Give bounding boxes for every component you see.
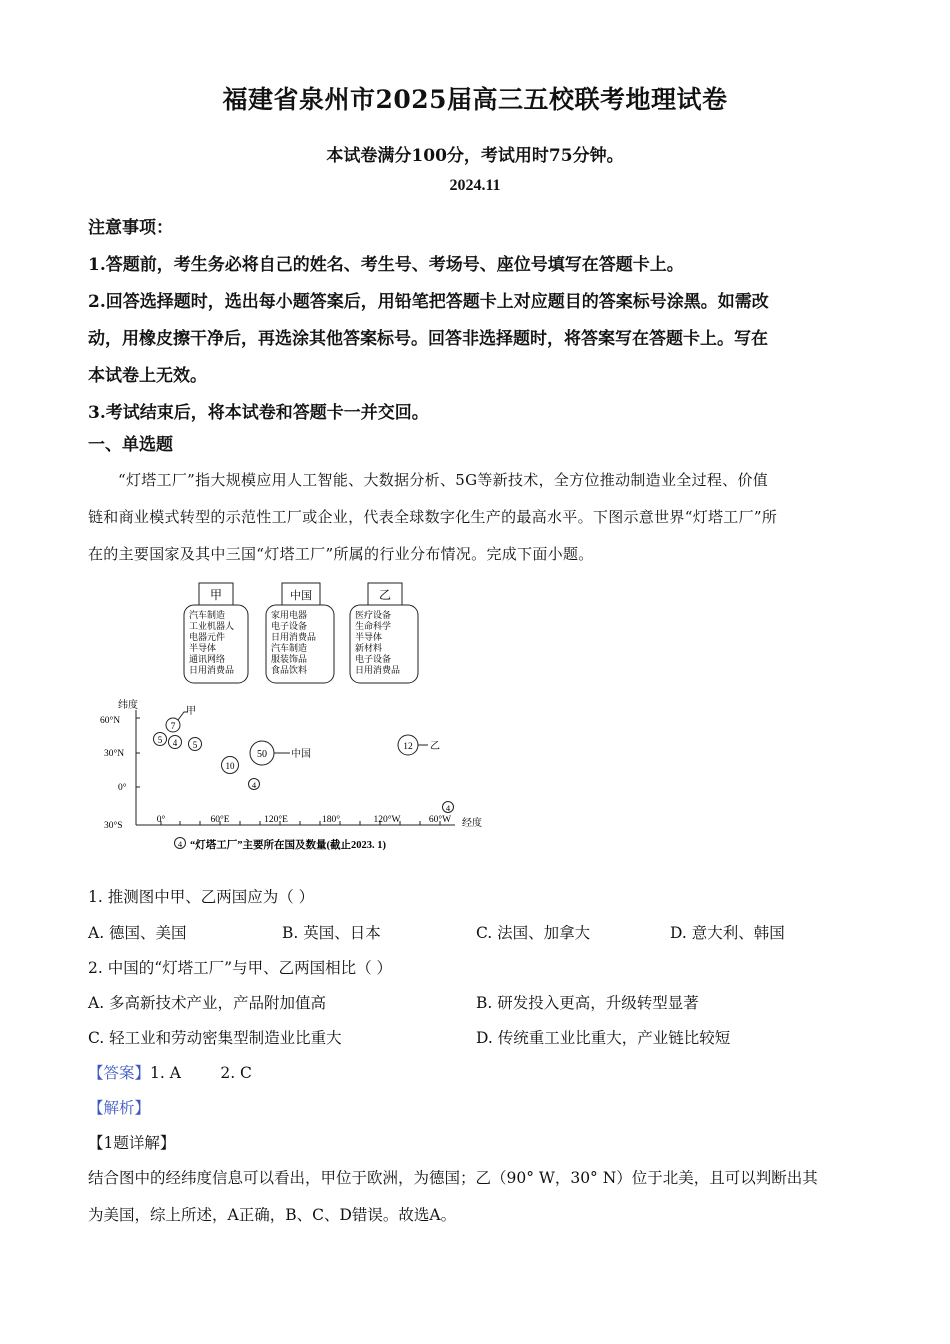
- exam-subtitle: 本试卷满分100分，考试用时75分钟。: [326, 146, 624, 166]
- notice-block: [88, 210, 868, 432]
- box-item: 医疗设备: [355, 610, 392, 620]
- question-2-stem: 2. 中国的“灯塔工厂”与甲、乙两国相比（ ）: [88, 959, 392, 977]
- point-value: 12: [403, 742, 413, 752]
- page-title: 福建省泉州市2025届高三五校联考地理试卷: [222, 85, 728, 114]
- point-value: 7: [170, 722, 176, 732]
- point: [222, 757, 239, 774]
- box-item: 汽车制造: [271, 643, 308, 653]
- industry-box-china: [266, 583, 334, 683]
- box-item: 通讯网络: [189, 654, 226, 664]
- point-yi: [398, 735, 440, 755]
- notice-item: 动，用橡皮擦干净后，再选涂其他答案标号。回答非选择题时，将答案写在答题卡上。写在: [88, 329, 768, 349]
- box-item: 汽车制造: [189, 610, 226, 620]
- box-item: 电器元件: [189, 632, 226, 642]
- x-tick: 120°E: [264, 815, 288, 825]
- q2-option-d: D. 传统重工业比重大，产业链比较短: [476, 1029, 731, 1047]
- point-value: 5: [157, 735, 163, 745]
- detail-line: 结合图中的经纬度信息可以看出，甲位于欧洲，为德国；乙（90° W，30° N）位于北美，且可以判断出其: [88, 1169, 818, 1187]
- point-value: 4: [251, 780, 257, 790]
- box-label: 乙: [378, 588, 392, 602]
- q1-option-d: D. 意大利、韩国: [670, 924, 785, 942]
- x-tick: 60°E: [210, 815, 230, 825]
- point-label: 甲: [186, 706, 196, 717]
- answer-text: 1. A 2. C: [150, 1064, 252, 1082]
- section-heading: 一、单选题: [88, 435, 173, 455]
- box-label: 甲: [209, 588, 223, 602]
- question-intro: [88, 462, 864, 573]
- detail-tag: 【1题详解】: [88, 1134, 176, 1152]
- box-item: 食品饮料: [271, 665, 308, 675]
- detail-line: 为美国，综上所述，A正确，B、C、D错误。故选A。: [88, 1206, 457, 1224]
- country-points: [154, 705, 454, 813]
- q1-option-b: B. 英国、日本: [282, 924, 381, 942]
- q1-option-c: C. 法国、加拿大: [476, 924, 591, 942]
- box-item: 日用消费品: [189, 665, 235, 675]
- point-label: 乙: [430, 741, 440, 752]
- intro-line: 链和商业模式转型的示范性工厂或企业，代表全球数字化生产的最高水平。下图示意世界“灯塔工厂”所: [88, 508, 778, 526]
- notice-item: 1.答题前，考生务必将自己的姓名、考生号、考场号、座位号填写在答题卡上。: [88, 255, 684, 275]
- point-jia: [166, 705, 196, 732]
- box-item: 日用消费品: [355, 665, 401, 675]
- y-tick: 60°N: [100, 716, 121, 726]
- point-value: 4: [445, 803, 451, 813]
- intro-line: “灯塔工厂”指大规模应用人工智能、大数据分析、5G等新技术，全方位推动制造业全过程、价值: [118, 471, 769, 489]
- point-value: 4: [172, 738, 178, 748]
- point: [154, 733, 167, 746]
- y-tick: 30°N: [104, 749, 125, 759]
- point-value: 10: [225, 761, 235, 771]
- x-tick: 0°: [156, 815, 166, 825]
- intro-line: 在的主要国家及其中三国“灯塔工厂”所属的行业分布情况。完成下面小题。: [88, 545, 594, 563]
- box-item: 半导体: [189, 643, 217, 653]
- point: [249, 779, 260, 791]
- figure-caption: [175, 838, 387, 852]
- box-item: 生命科学: [355, 621, 392, 631]
- caption-text: “灯塔工厂”主要所在国及数量(截止2023. 1): [190, 840, 386, 851]
- industry-box-jia: [184, 583, 248, 683]
- map-axes: [100, 698, 482, 831]
- point-china: [250, 741, 311, 765]
- question-1-stem: 1. 推测图中甲、乙两国应为（ ）: [88, 888, 315, 906]
- notice-item: 本试卷上无效。: [88, 366, 207, 386]
- point: [443, 802, 454, 814]
- lighthouse-factory-figure: [100, 575, 500, 860]
- y-tick: 0°: [118, 783, 127, 793]
- box-item: 日用消费品: [271, 632, 317, 642]
- industry-box-yi: [350, 583, 418, 683]
- caption-marker: 4: [177, 839, 183, 849]
- y-tick: 30°S: [104, 821, 123, 831]
- q2-option-b: B. 研发投入更高，升级转型显著: [476, 994, 699, 1012]
- answer-line: [88, 1061, 252, 1083]
- notice-item: 3.考试结束后，将本试卷和答题卡一并交回。: [88, 403, 429, 423]
- box-item: 家用电器: [271, 610, 308, 620]
- x-tick: 120°W: [373, 815, 401, 825]
- box-item: 电子设备: [355, 654, 392, 664]
- box-item: 电子设备: [271, 621, 308, 631]
- box-item: 服装饰品: [271, 654, 308, 664]
- point: [189, 738, 202, 751]
- point-value: 50: [257, 749, 267, 760]
- point-label: 中国: [291, 749, 311, 760]
- answer-tag: 【答案】: [88, 1064, 151, 1082]
- q2-option-c: C. 轻工业和劳动密集型制造业比重大: [88, 1029, 342, 1047]
- q1-option-a: A. 德国、美国: [88, 924, 187, 942]
- exam-date: 2024.11: [449, 177, 501, 194]
- box-item: 新材料: [355, 643, 383, 653]
- notice-heading: 注意事项：: [88, 218, 173, 238]
- detail-text: [88, 1160, 864, 1234]
- x-axis-label: 经度: [462, 818, 482, 829]
- y-axis-label: 纬度: [118, 700, 138, 711]
- box-item: 半导体: [355, 632, 383, 642]
- q2-option-a: A. 多高新技术产业，产品附加值高: [88, 994, 327, 1012]
- box-label: 中国: [290, 590, 312, 602]
- box-item: 工业机器人: [189, 621, 235, 631]
- analysis-tag: 【解析】: [88, 1099, 151, 1117]
- x-tick: 60°W: [428, 815, 452, 825]
- notice-item: 2.回答选择题时，选出每小题答案后，用铅笔把答题卡上对应题目的答案标号涂黑。如需改: [88, 292, 769, 312]
- point: [169, 736, 182, 749]
- x-tick: 180°: [321, 815, 341, 825]
- point-value: 5: [192, 740, 198, 750]
